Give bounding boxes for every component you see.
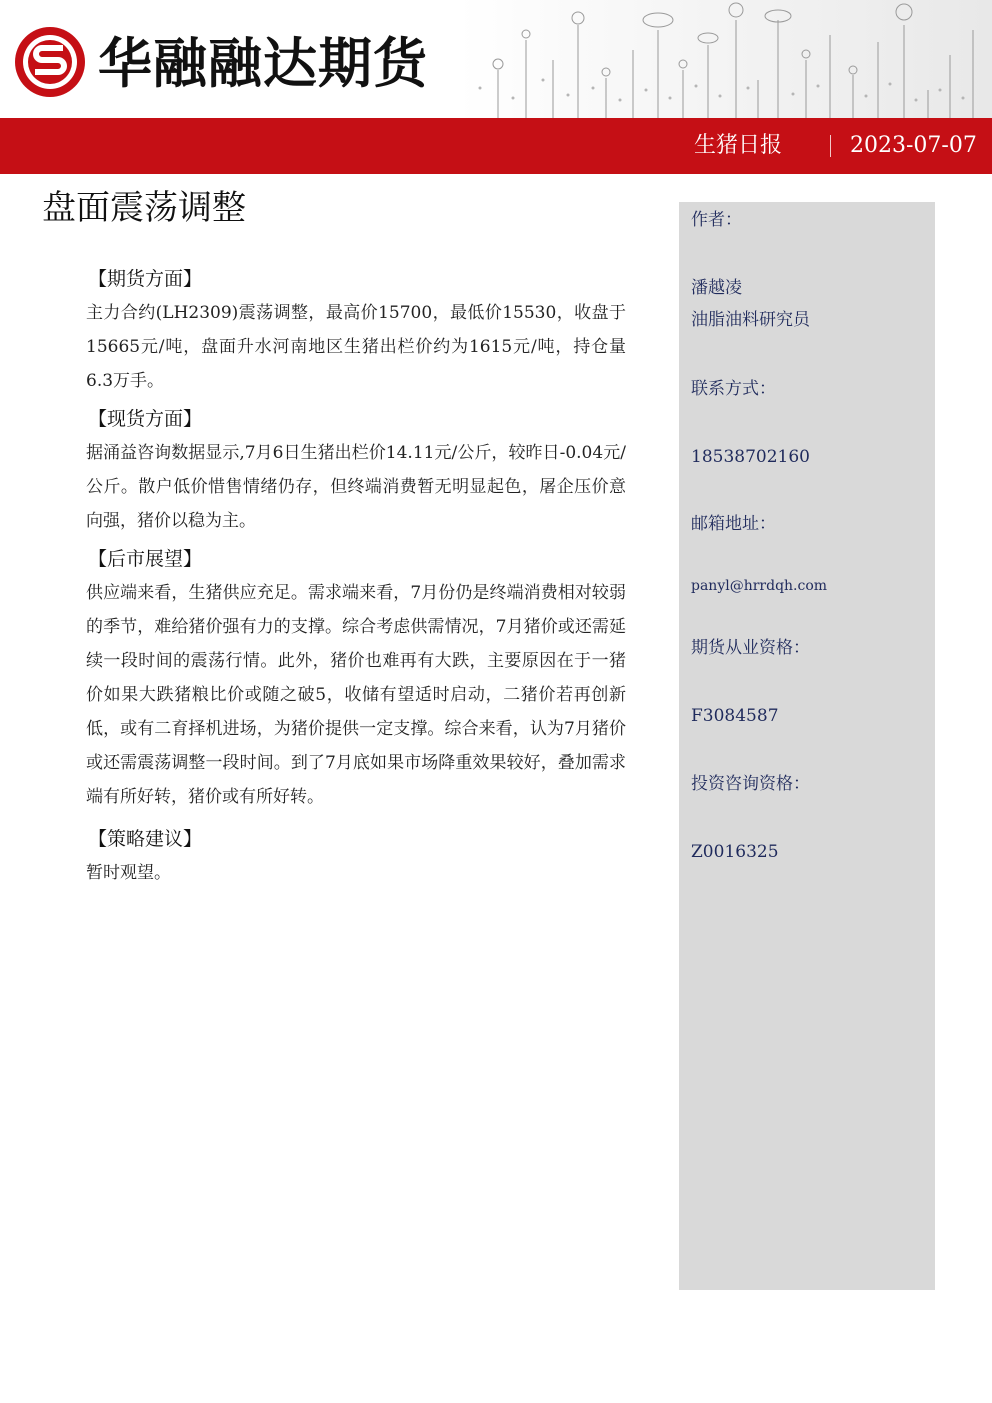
contact-label: 联系方式： <box>691 379 776 399</box>
header-network-decoration <box>458 0 992 118</box>
author-sidebar <box>679 202 935 1290</box>
advisory-license-number: Z0016325 <box>691 842 779 862</box>
header-divider <box>830 135 831 157</box>
report-body <box>86 262 626 894</box>
section-body-outlook: 供应端来看，生猪供应充足。需求端来看，7月份仍是终端消费相对较弱的季节，难给猪价强有力的支撑。综合考虑供需情况，7月猪价或还需延续一段时间的震荡行情。此外，猪价也难再有大跌，主要原因在于一猪价如果大跌猪粮比价或随之破5，收储有望适时启动，二猪价若再创新低，或有二育择机进场，为猪价提供一定支撑。综合来看，认为7月猪价或还需震荡调整一段时间。到了7月底如果市场降重效果较好，叠加需求端有所好转，猪价或有所好转。 <box>86 583 626 807</box>
email-label: 邮箱地址： <box>691 514 776 534</box>
section-heading-futures: 【期货方面】 <box>88 268 203 290</box>
page-title: 盘面震荡调整 <box>42 188 246 228</box>
phone-number: 18538702160 <box>691 447 810 467</box>
report-date: 2023-07-07 <box>850 133 977 158</box>
page-header <box>0 0 992 118</box>
section-heading-spot: 【现货方面】 <box>88 408 203 430</box>
futures-license-number: F3084587 <box>691 706 779 726</box>
section-body-spot: 据涌益咨询数据显示,7月6日生猪出栏价14.11元/公斤，较昨日-0.04元/公斤。散户低价惜售情绪仍存，但终端消费暂无明显起色，屠企压价意向强，猪价以稳为主。 <box>86 443 626 531</box>
author-label: 作者： <box>691 210 742 230</box>
section-heading-strategy: 【策略建议】 <box>88 828 203 850</box>
advisory-license-label: 投资咨询资格： <box>691 774 810 794</box>
section-heading-outlook: 【后市展望】 <box>88 548 203 570</box>
brand-logo-icon <box>12 24 88 100</box>
header-red-bar <box>0 118 992 174</box>
brand-name: 华融融达期货 <box>98 32 428 95</box>
email-address[interactable]: panyl@hrrdqh.com <box>691 578 828 594</box>
author-name: 潘越凌 <box>691 278 742 298</box>
futures-license-label: 期货从业资格： <box>691 638 810 658</box>
section-body-strategy: 暂时观望。 <box>86 863 171 883</box>
section-body-futures: 主力合约(LH2309)震荡调整，最高价15700，最低价15530，收盘于15665元/吨，盘面升水河南地区生猪出栏价约为1615元/吨，持仓量6.3万手。 <box>86 303 626 391</box>
report-type: 生猪日报 <box>694 133 783 158</box>
author-title: 油脂油料研究员 <box>691 310 810 330</box>
